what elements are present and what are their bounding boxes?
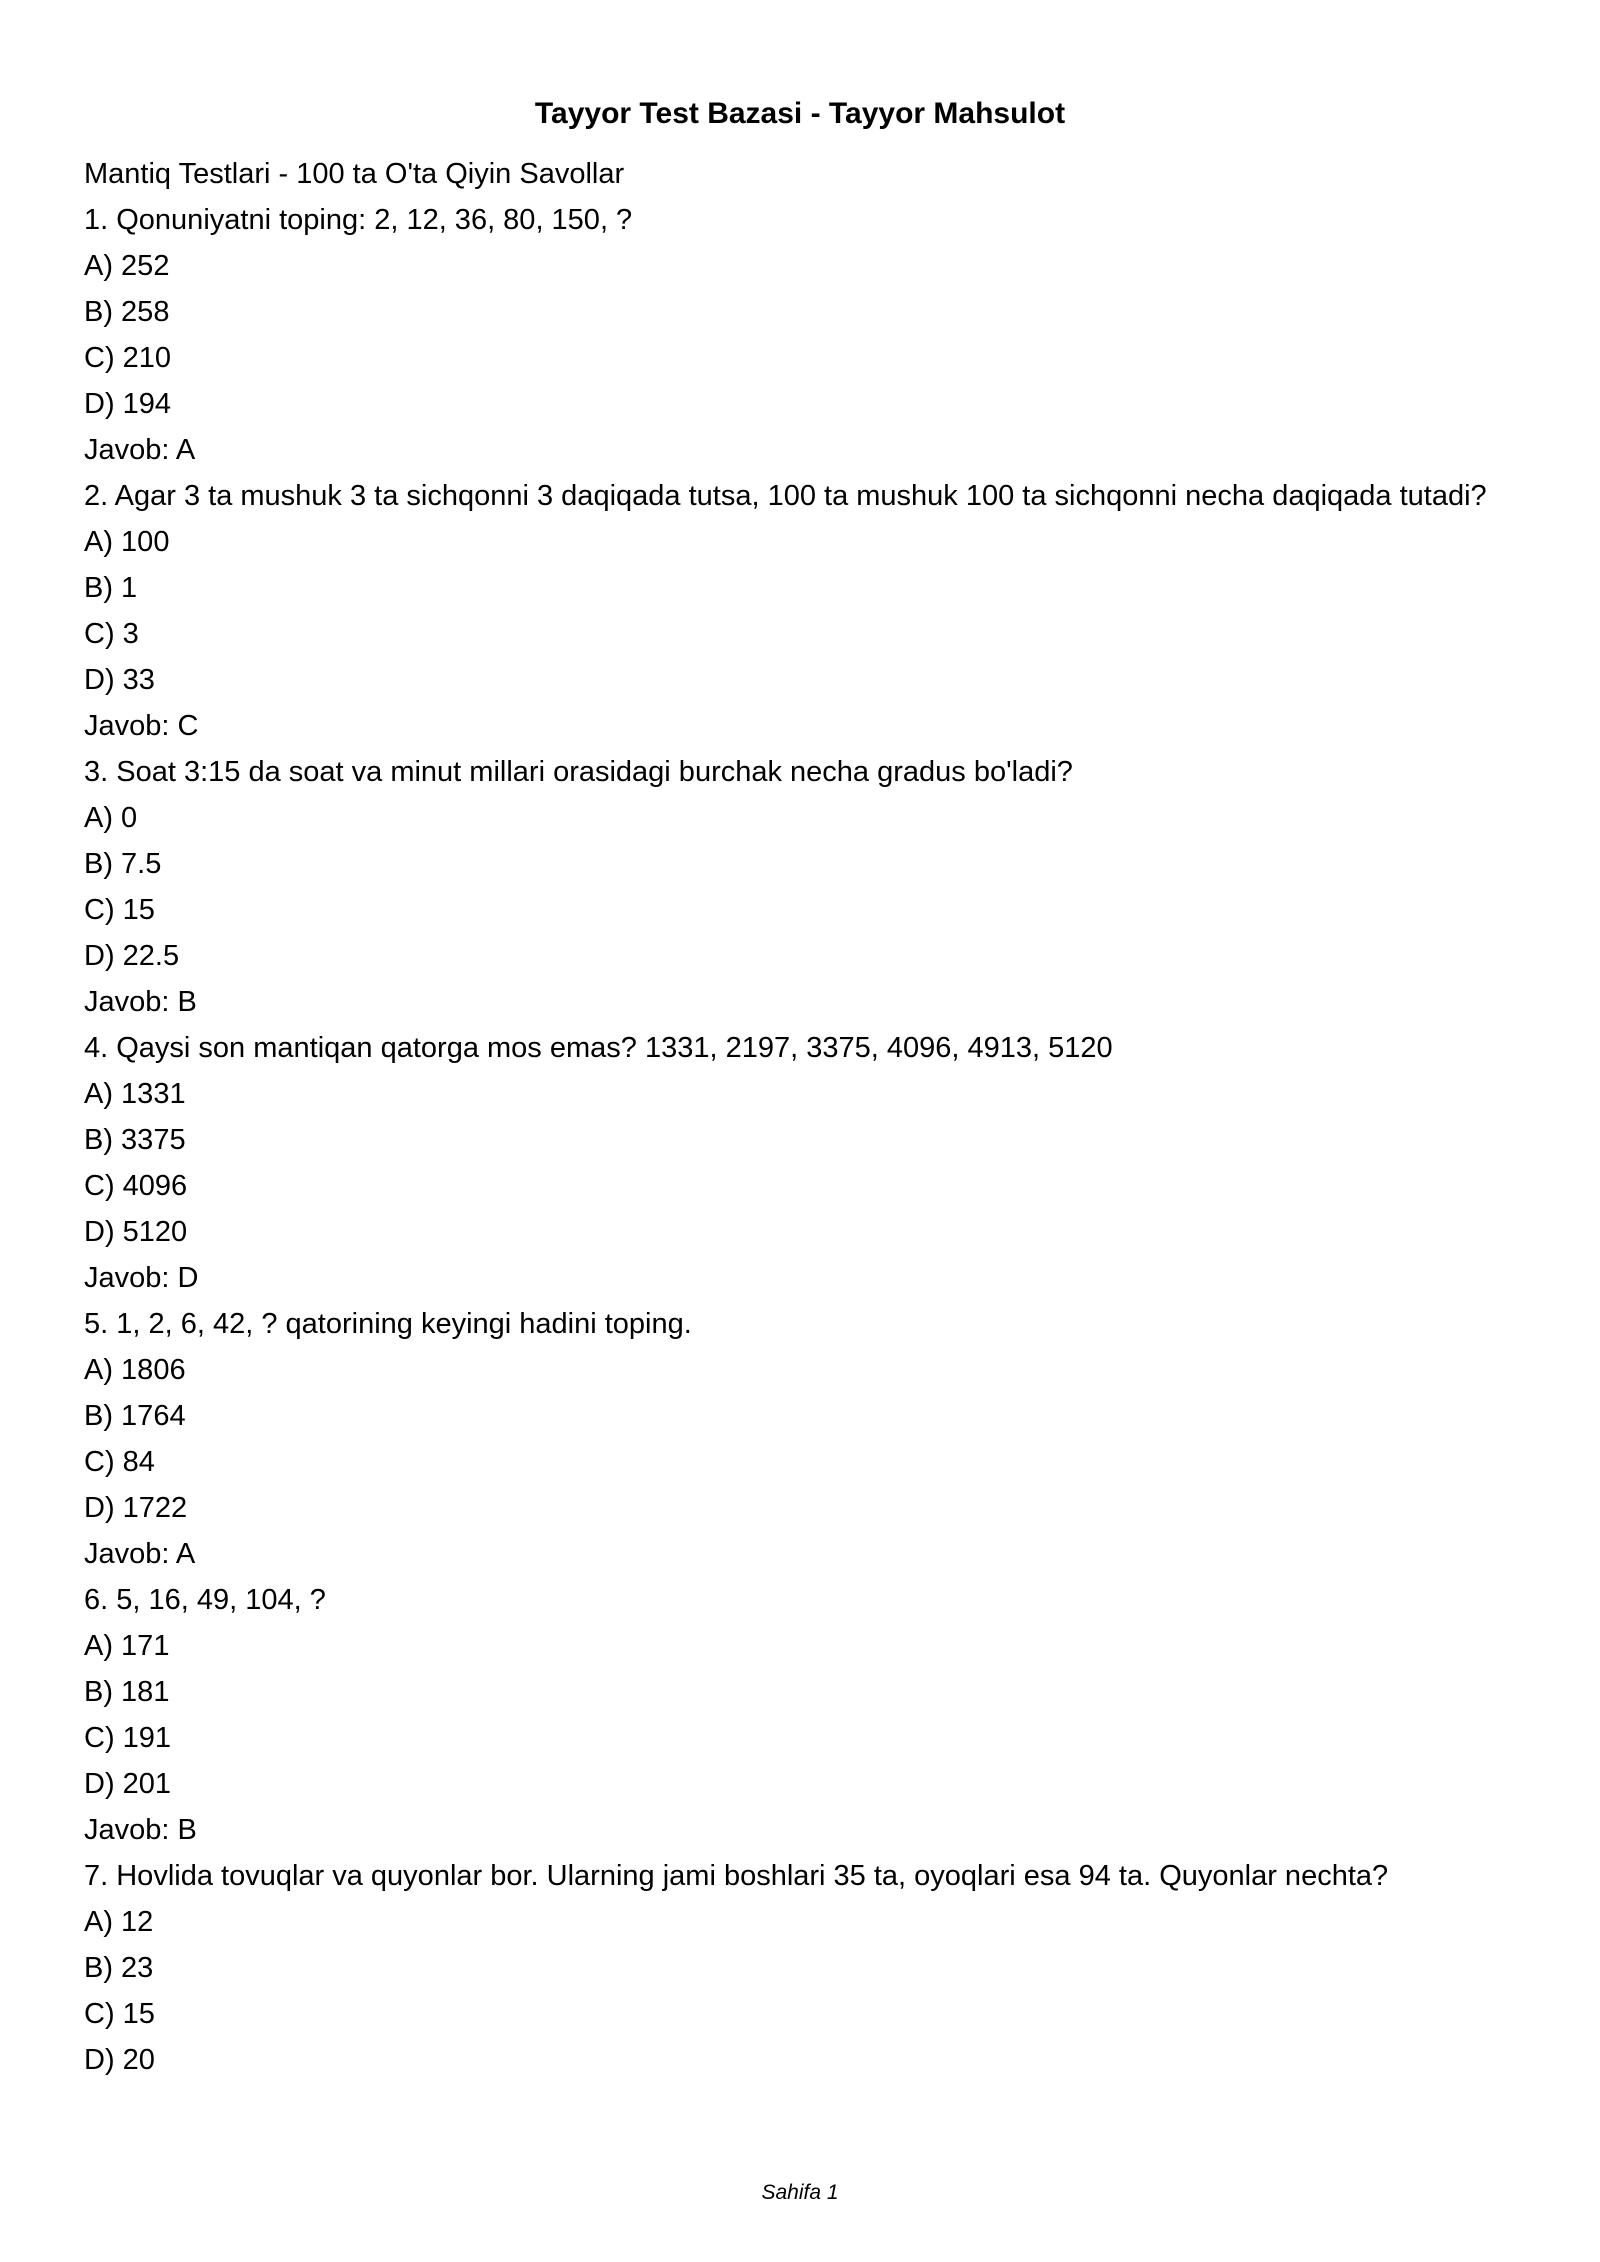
answer-text: Javob: C xyxy=(84,710,199,742)
question-block xyxy=(84,1025,1564,1301)
answer-text: Javob: D xyxy=(84,1262,199,1294)
question-text: 6. 5, 16, 49, 104, ? xyxy=(84,1584,326,1616)
option-d: D) 194 xyxy=(84,388,172,420)
page-number: Sahifa 1 xyxy=(761,2181,839,2204)
answer-text: Javob: B xyxy=(84,986,197,1018)
option-b: B) 258 xyxy=(84,296,170,328)
option-c: C) 15 xyxy=(84,1998,155,2030)
option-a: A) 1331 xyxy=(84,1078,186,1110)
option-b: B) 3375 xyxy=(84,1124,186,1156)
document-subtitle: Mantiq Testlari - 100 ta O'ta Qiyin Savollar xyxy=(84,158,625,190)
option-b: B) 1764 xyxy=(84,1400,186,1432)
question-block xyxy=(84,197,1564,473)
option-c: C) 4096 xyxy=(84,1170,188,1202)
option-d: D) 5120 xyxy=(84,1216,188,1248)
option-a: A) 171 xyxy=(84,1630,170,1662)
option-b: B) 181 xyxy=(84,1676,170,1708)
option-d: D) 201 xyxy=(84,1768,172,1800)
question-block xyxy=(84,1853,1564,2083)
option-a: A) 0 xyxy=(84,802,138,834)
option-c: C) 191 xyxy=(84,1722,172,1754)
answer-text: Javob: B xyxy=(84,1814,197,1846)
question-text: 4. Qaysi son mantiqan qatorga mos emas? 1331, 2197, 3375, 4096, 4913, 5120 xyxy=(84,1032,1113,1064)
question-text: 1. Qonuniyatni toping: 2, 12, 36, 80, 150, ? xyxy=(84,204,633,236)
option-a: A) 252 xyxy=(84,250,170,282)
option-b: B) 23 xyxy=(84,1952,154,1984)
option-c: C) 15 xyxy=(84,894,155,926)
question-text: 2. Agar 3 ta mushuk 3 ta sichqonni 3 daqiqada tutsa, 100 ta mushuk 100 ta sichqonni necha daqiqada tutadi? xyxy=(84,480,1487,512)
option-d: D) 22.5 xyxy=(84,940,180,972)
option-a: A) 12 xyxy=(84,1906,154,1938)
option-c: C) 3 xyxy=(84,618,139,650)
option-c: C) 210 xyxy=(84,342,172,374)
option-a: A) 1806 xyxy=(84,1354,186,1386)
option-a: A) 100 xyxy=(84,526,170,558)
document-body xyxy=(84,151,1564,2083)
option-c: C) 84 xyxy=(84,1446,155,1478)
answer-text: Javob: A xyxy=(84,1538,196,1570)
question-block xyxy=(84,1301,1564,1577)
option-b: B) 7.5 xyxy=(84,848,162,880)
question-text: 7. Hovlida tovuqlar va quyonlar bor. Ularning jami boshlari 35 ta, oyoqlari esa 94 ta. Quyonlar nechta? xyxy=(84,1860,1389,1892)
option-d: D) 33 xyxy=(84,664,155,696)
question-block xyxy=(84,473,1564,749)
option-d: D) 20 xyxy=(84,2044,155,2076)
answer-text: Javob: A xyxy=(84,434,196,466)
option-d: D) 1722 xyxy=(84,1492,188,1524)
question-block xyxy=(84,749,1564,1025)
question-block xyxy=(84,1577,1564,1853)
question-text: 5. 1, 2, 6, 42, ? qatorining keyingi hadini toping. xyxy=(84,1308,692,1340)
document-title: Tayyor Test Bazasi - Tayyor Mahsulot xyxy=(534,97,1066,130)
option-b: B) 1 xyxy=(84,572,138,604)
question-text: 3. Soat 3:15 da soat va minut millari orasidagi burchak necha gradus bo'ladi? xyxy=(84,756,1073,788)
